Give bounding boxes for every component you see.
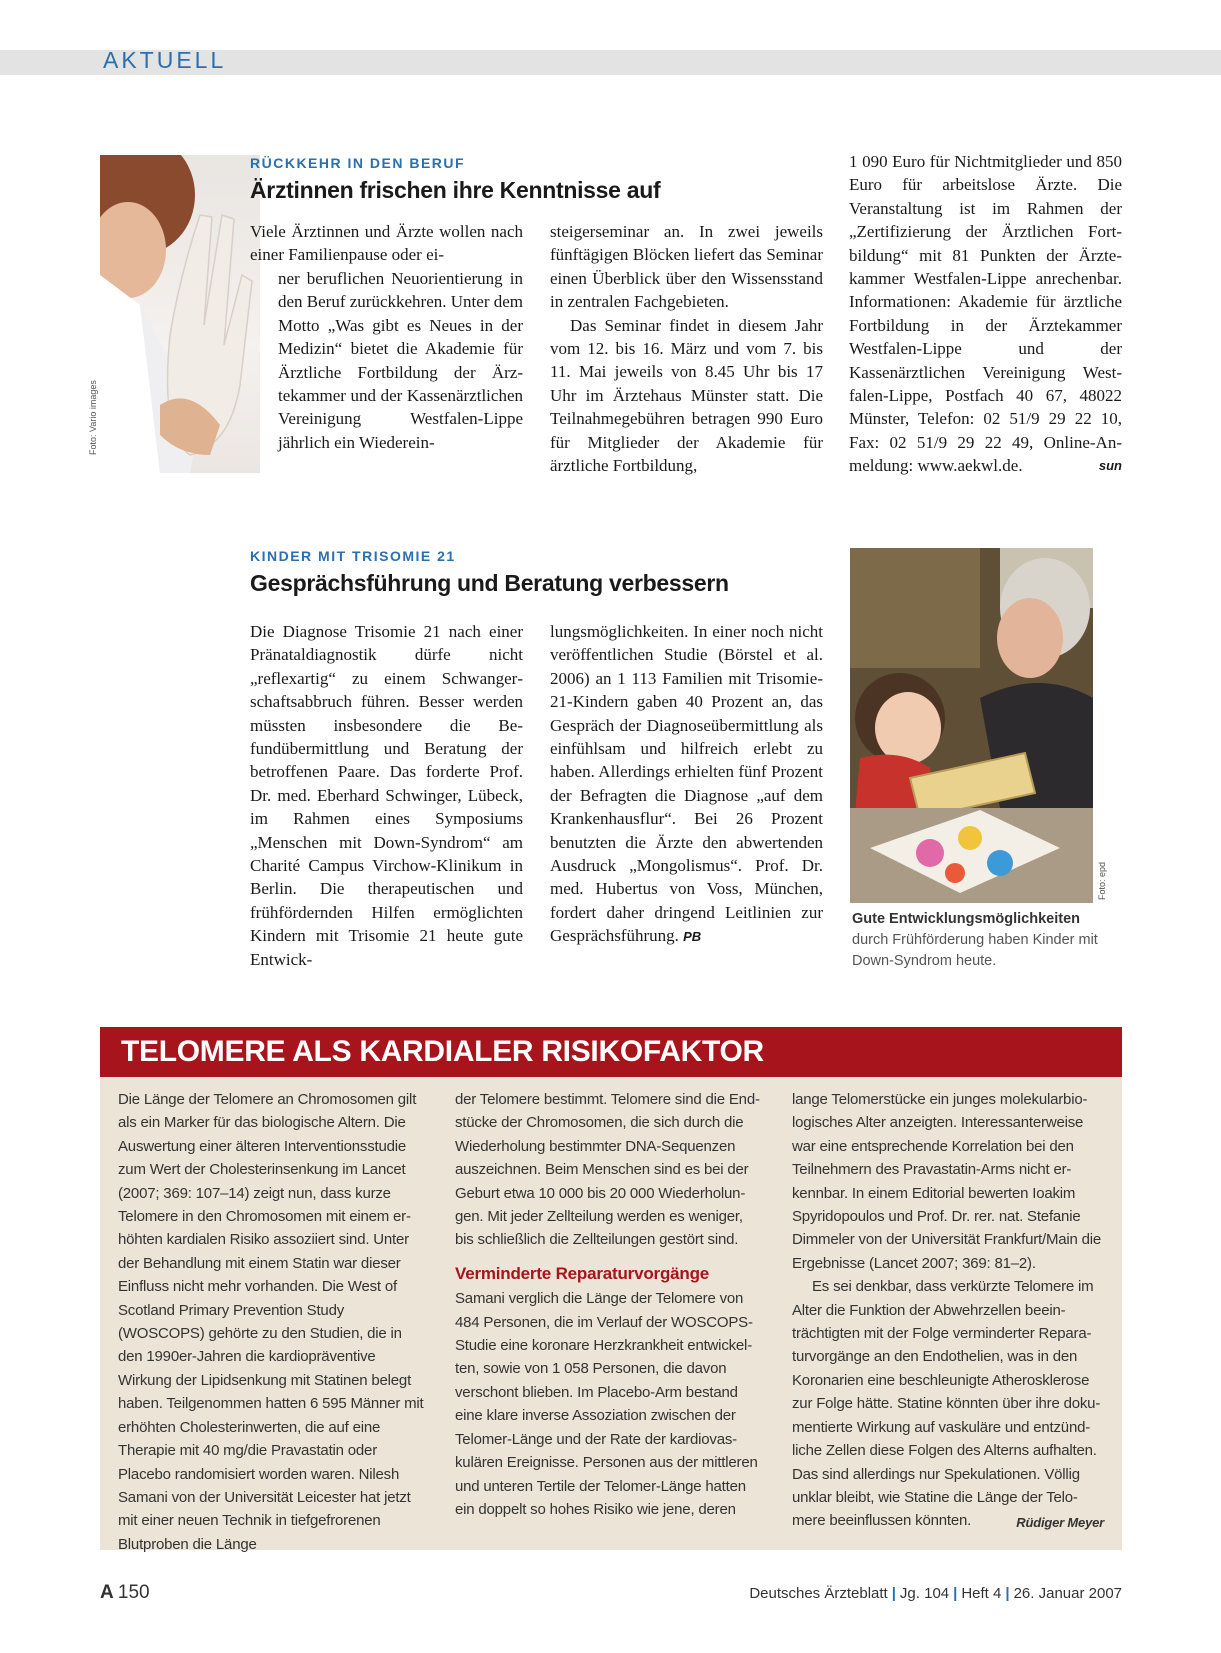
article1-title: Ärztinnen frischen ihre Kenntnisse auf — [250, 177, 661, 203]
article1-col1-line-a: Viele Ärztinnen und Ärzte wollen nach einer Familienpause oder ei- — [250, 222, 523, 265]
photo-glove — [100, 155, 260, 473]
folio-number: 150 — [117, 1582, 150, 1603]
article1-kicker: RÜCKKEHR IN DEN BERUF — [250, 155, 466, 171]
box-signature: Rüdiger Meyer — [1016, 1515, 1104, 1531]
box-col3-p2 — [792, 1275, 1104, 1532]
article1-col1-text: ner beruflichen Neuorientierung in den Beruf zurückkehren. Unter dem Motto „Was gibt es Neues in der Medizin“ bietet die Akademie für Ärztliche Fortbildung der Ärztekammer und der Kassenärztlichen Vereinigung Westfalen-Lippe jährlich ein Wiederein- — [278, 269, 523, 452]
separator-1: | — [891, 1585, 896, 1602]
separator-3: | — [1005, 1585, 1010, 1602]
photo-family — [850, 548, 1093, 903]
section-label: AKTUELL — [103, 47, 227, 73]
article2-col2-body: lungsmöglichkeiten. In einer noch nicht veröffentlichen Studie (Börstel et al. 2006) an 1 113 Familien mit Trisomie-21-Kindern gaben 40 Prozent an, das Gespräch der Diagnoseübermittlung als einfühlsam und hilfreich erlebt zu haben. Allerdings erhielten fünf Prozent der Befragten die Diagnose „auf dem Krankenhausflur“. Bei 26 Prozent benutzten die Ärzte den abwertenden Ausdruck „Mongolismus“. Prof. Dr. med. Hubertus von Voss, München, fordert daher dringend Leitlinien zur Gesprächsführung. — [550, 622, 823, 946]
box-col2-p2: Samani verglich die Länge der Telomere von 484 Personen, die im Verlauf der WOSCOPS-Studie eine koronare Herzkrankheit entwickelten, sowie von 1 058 Personen, die davon verschont blieben. Im Placebo-Arm bestand eine klare inverse Assoziation zwischen der Telomer-Länge und der Rate der kardiovaskulären Ereignisse. Personen aus der mittleren und unteren Tertile der Telomer-Länge hatten ein doppelt so hohes Risiko wie jene, deren — [455, 1290, 758, 1518]
journal-volume: Jg. 104 — [899, 1585, 950, 1602]
journal-issue: Heft 4 — [961, 1585, 1002, 1602]
box-col2-p1: der Telomere bestimmt. Telomere sind die Endstücke der Chromosomen, die sich durch die Wiederholung bestimmter DNA-Sequenzen auszeichnen. Beim Menschen sind es bei der Geburt etwa 10 000 bis 20 000 Wiederholungen. Mit jeder Zellteilung werden es weniger, bis schließlich die Zellteilungen gestört sind. — [455, 1091, 760, 1249]
article1-col1-wrap — [278, 267, 523, 454]
box-col1-text: Die Länge der Telomere an Chromosomen gilt als ein Marker für das biologische Altern. Die Auswertung einer älteren Interventionsstudie zum Wert der Cholesterinsenkung im Lancet (2007; 369: 107–14) zeigt nun, dass kurze Telomere in den Chromosomen mit einem erhöhten kardialen Risiko assoziiert sind. Unter der Behandlung mit einem Statin war dieser Einfluss nicht mehr vorhanden. Die West of Scotland Primary Prevention Study (WOSCOPS) gehörte zu den Studien, die in den 1990er-Jahren die kardiopräventive Wirkung der Lipidsenkung mit Statinen belegt haben. Teilgenommen hatten 6 595 Männer mit erhöhten Cholesterinwerten, die auf eine Therapie mit 40 mg/die Pravastatin oder Placebo randomisiert worden waren. Nilesh Samani von der Universität Leicester hat jetzt mit einer neuen Technik in tiefgefrorenen Blutproben die Länge — [118, 1091, 424, 1553]
article1-col3-text — [849, 150, 1122, 478]
journal-info — [749, 1585, 1122, 1602]
article2-col2 — [550, 620, 823, 949]
article1-signature: sun — [1098, 458, 1122, 474]
article1-col3-body: 1 090 Euro für Nichtmitglieder und 850 Euro für arbeitslose Ärzte. Die Veranstaltung ist im Rahmen der „Zertifizierung der Ärztlichen Fortbildung“ mit 81 Punkten der Ärztekammer Westfalen-Lippe anrechenbar. Informationen: Akademie für ärztliche Fortbildung in der Ärztekammer Westfalen-Lippe und der Kassenärztlichen Vereinigung Westfalen-Lippe, Postfach 40 67, 48022 Münster, Telefon: 02 51/9 29 22 10, Fax: 02 51/9 29 22 49, Online-Anmeldung: www.aekwl.de. — [849, 152, 1122, 476]
box-col3 — [792, 1088, 1104, 1535]
article2-col2-text — [550, 620, 823, 949]
folio-letter: A — [100, 1582, 114, 1603]
telomere-box-title: TELOMERE ALS KARDIALER RISIKOFAKTOR — [121, 1035, 764, 1068]
article1-col2 — [550, 220, 823, 477]
photo-caption — [852, 909, 1102, 972]
photo-glove-illustration — [100, 155, 260, 473]
article1-col3 — [849, 150, 1122, 478]
box-col3-p2-text: Es sei denkbar, dass verkürzte Telomere im Alter die Funktion der Abwehrzellen beeinträchtigten mit der Folge verminderter Reparaturvorgänge an den Endothelien, was in den Koronarien eine beschleunigte Atherosklerose zur Folge hätte. Statine könnten über ihre dokumentierte Wirkung auf vaskuläre und entzündliche Zellen diese Folgen des Alterns aufhalten. Das sind allerdings nur Spekulationen. Völlig unklar bleibt, wie Statine die Länge der Telomere beeinflussen könnten. — [792, 1278, 1101, 1530]
article1-col1 — [250, 220, 523, 267]
box-col3-p1: lange Telomerstücke ein junges molekularbiologisches Alter anzeigten. Interessanterweise war eine entsprechende Korrelation bei den Teilnehmern des Pravastatin-Arms nicht erkennbar. In einem Editorial bewerten Ioakim Spyridopoulos und Prof. Dr. rer. nat. Stefanie Dimmeler von der Universität Frankfurt/Main die Ergebnisse (Lancet 2007; 369: 81–2). — [792, 1091, 1102, 1272]
page-folio — [100, 1582, 150, 1604]
article2-col1-text: Die Diagnose Trisomie 21 nach einer Pränataldiagnostik dürfe nicht „reflexartig“ zu einem Schwangerschaftsabbruch führen. Besser werden müssten insbesondere die Befundübermittlung und Beratung der betroffenen Paare. Das forderte Prof. Dr. med. Eberhard Schwinger, Lübeck, im Rahmen eines Symposiums „Menschen mit Down-Syndrom“ am Charité Campus Virchow-Klinikum in Berlin. Die therapeutischen und frühfördernden Hilfen ermöglichten Kindern mit Trisomie 21 heute gute Entwick- — [250, 622, 523, 969]
article1-col2-p2: Das Seminar findet in diesem Jahr vom 12. bis 16. März und vom 7. bis 11. Mai jeweils von 8.45 Uhr bis 17 Uhr im Ärztehaus Münster statt. Die Teilnahmegebühren betragen 990 Euro für Mitglieder der Akademie für ärztliche Fortbildung, — [550, 315, 823, 476]
article1-col2-p1: steigerseminar an. In zwei jeweils fünftägigen Blöcken liefert das Seminar einen Überblick über den Wissensstand in zentralen Fachgebieten. — [550, 222, 823, 312]
article2-col1 — [250, 620, 523, 971]
separator-2: | — [953, 1585, 958, 1602]
photo-credit-2: Foto: epd — [1097, 861, 1107, 900]
article2-signature: PB — [683, 929, 702, 945]
box-col1 — [118, 1088, 428, 1556]
box-subhead: Verminderte Reparaturvorgänge — [455, 1263, 710, 1283]
box-col2 — [455, 1088, 765, 1521]
journal-date: 26. Januar 2007 — [1013, 1585, 1122, 1602]
caption-bold: Gute Entwicklungsmöglichkeiten — [852, 911, 1081, 927]
photo-credit-1: Foto: Vario images — [88, 380, 98, 455]
caption-text: durch Frühförderung haben Kinder mit Down-Syndrom heute. — [852, 932, 1098, 969]
journal-name: Deutsches Ärzteblatt — [749, 1585, 888, 1602]
photo-family-illustration — [850, 548, 1093, 903]
article2-kicker: KINDER MIT TRISOMIE 21 — [250, 548, 456, 564]
article2-title: Gesprächsführung und Beratung verbessern — [250, 570, 729, 596]
